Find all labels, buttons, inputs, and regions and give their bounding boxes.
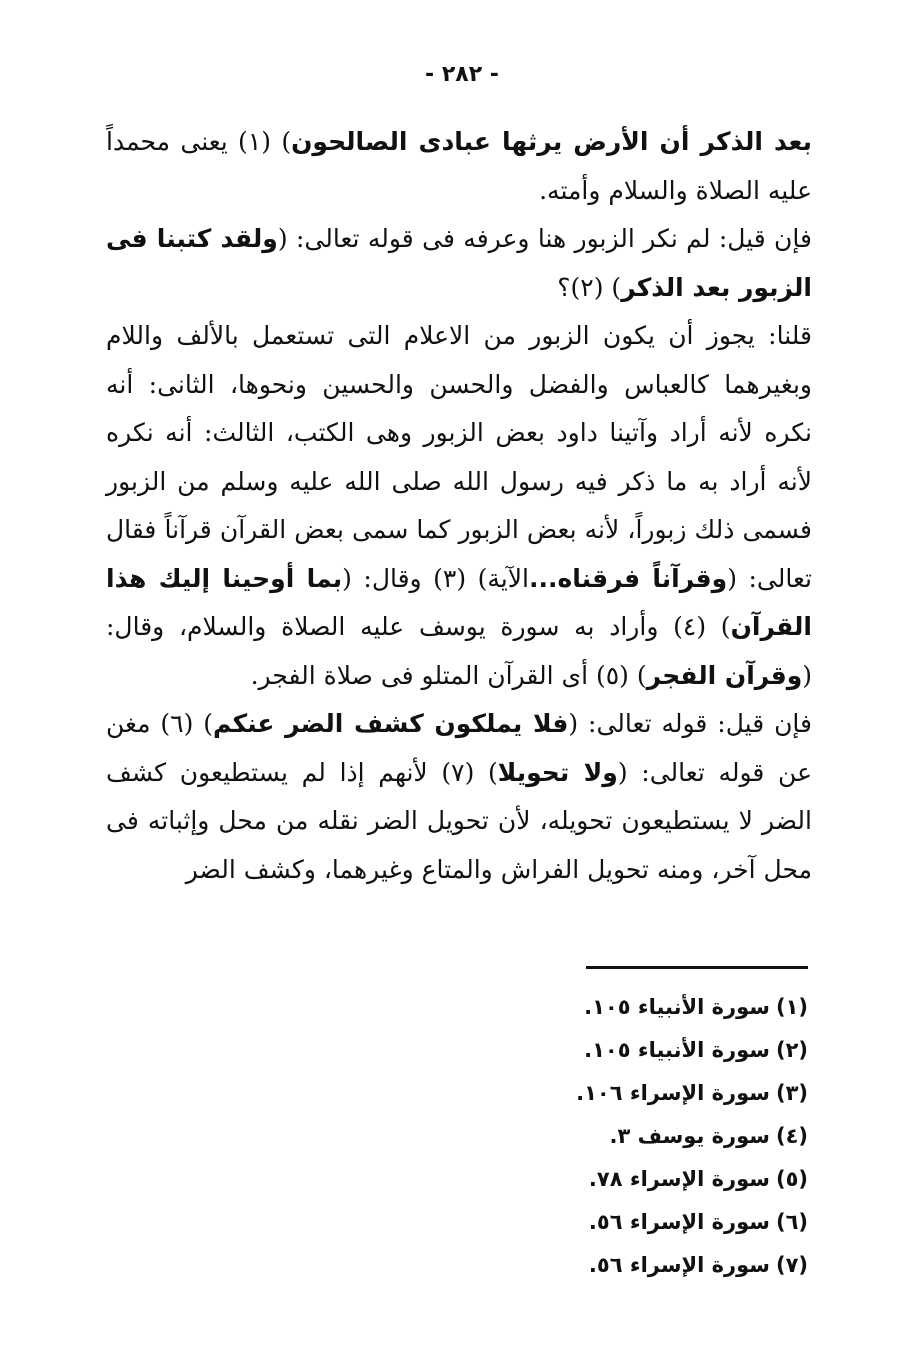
- paragraph-1: [106, 118, 812, 215]
- paragraph-4: [106, 700, 812, 894]
- text-run: ): [281, 127, 292, 156]
- quran-quote: بعد الذكر أن الأرض يرثها عبادى الصالحون: [291, 127, 812, 156]
- text-run: ) (٢)؟: [557, 272, 622, 302]
- footnote: [508, 1201, 808, 1244]
- footnote-text: سورة يوسف ٣.: [609, 1124, 770, 1148]
- quran-quote: بما أوحينا إليك هذا القرآن: [106, 563, 812, 641]
- footnote-text: سورة الإسراء ٥٦.: [588, 1253, 770, 1277]
- footnote-number: (٦): [775, 1210, 808, 1234]
- text-run: (١) يعنى محمداً عليه الصلاة والسلام وأمته.: [106, 127, 812, 205]
- footnote-separator: [586, 966, 808, 969]
- text-run: فإن قيل: قوله تعالى: (: [568, 709, 812, 738]
- text-run: الآية) (٣) وقال: (: [342, 563, 529, 593]
- text-run: فإن قيل: لم نكر الزبور هنا وعرفه فى قوله تعالى: (: [277, 224, 812, 253]
- page-number: - ٢٨٢ -: [425, 62, 499, 87]
- text-run: قلنا: يجوز أن يكون الزبور من الاعلام التى تستعمل بالألف واللام وبغيرهما كالعباس والفضل والحسن والحسين ونحوها، الثانى: أنه نكره لأنه أراد وآتينا داود بعض الزبور وهى الكتب، الثالث: أنه نكره لأنه أراد به ما ذكر فيه رسول الله صلى الله عليه وسلم من الزبور فسمى ذلك زبوراً، لأنه بعض الزبور كما سمى بعض القرآن قرآناً فقال تعالى: (: [106, 321, 812, 593]
- text-run: ) (٧) لأنهم إذا لم يستطيعون كشف الضر لا يستطيعون تحويله، لأن تحويل الضر نقله من محل وإثباته فى محل آخر، ومنه تحويل الفراش والمتاع وغيرهما، وكشف الضر: [106, 757, 812, 884]
- footnote: [508, 1029, 808, 1072]
- quran-quote: فلا يملكون كشف الضر عنكم: [213, 709, 569, 738]
- footnote-text: سورة الإسراء ٧٨.: [588, 1167, 770, 1191]
- footnote: [508, 1244, 808, 1287]
- footnote-text: سورة الإسراء ١٠٦.: [576, 1081, 770, 1105]
- footnote-number: (١): [775, 995, 808, 1019]
- quran-quote: وقرآناً فرقناه...: [528, 563, 728, 593]
- quran-quote: ولقد كتبنا فى الزبور بعد الذكر: [106, 224, 812, 302]
- footnote-number: (٥): [775, 1167, 808, 1191]
- footnote: [508, 1115, 808, 1158]
- footnote: [508, 1072, 808, 1115]
- paragraph-2: [106, 215, 812, 312]
- footnote-number: (٣): [775, 1081, 808, 1105]
- footnotes: [508, 986, 808, 1287]
- footnote-text: سورة الإسراء ٥٦.: [588, 1210, 770, 1234]
- body-text: [106, 118, 812, 894]
- footnote: [508, 986, 808, 1029]
- footnote-text: سورة الأنبياء ١٠٥.: [584, 995, 770, 1019]
- footnote: [508, 1158, 808, 1201]
- paragraph-3: [106, 312, 812, 700]
- text-run: ) (٥) أى القرآن المتلو فى صلاة الفجر.: [250, 660, 647, 690]
- footnote-text: سورة الأنبياء ١٠٥.: [584, 1038, 770, 1062]
- quran-quote: وقرآن الفجر: [646, 660, 803, 690]
- footnote-number: (٧): [775, 1253, 808, 1277]
- text-run: ) (٤) وأراد به سورة يوسف عليه الصلاة والسلام، وقال: (: [106, 612, 812, 690]
- quran-quote: ولا تحويلا: [497, 757, 618, 787]
- footnote-number: (٤): [775, 1124, 808, 1148]
- footnote-number: (٢): [775, 1038, 808, 1062]
- text-run: ) (٦) مغن عن قوله تعالى: (: [106, 709, 812, 787]
